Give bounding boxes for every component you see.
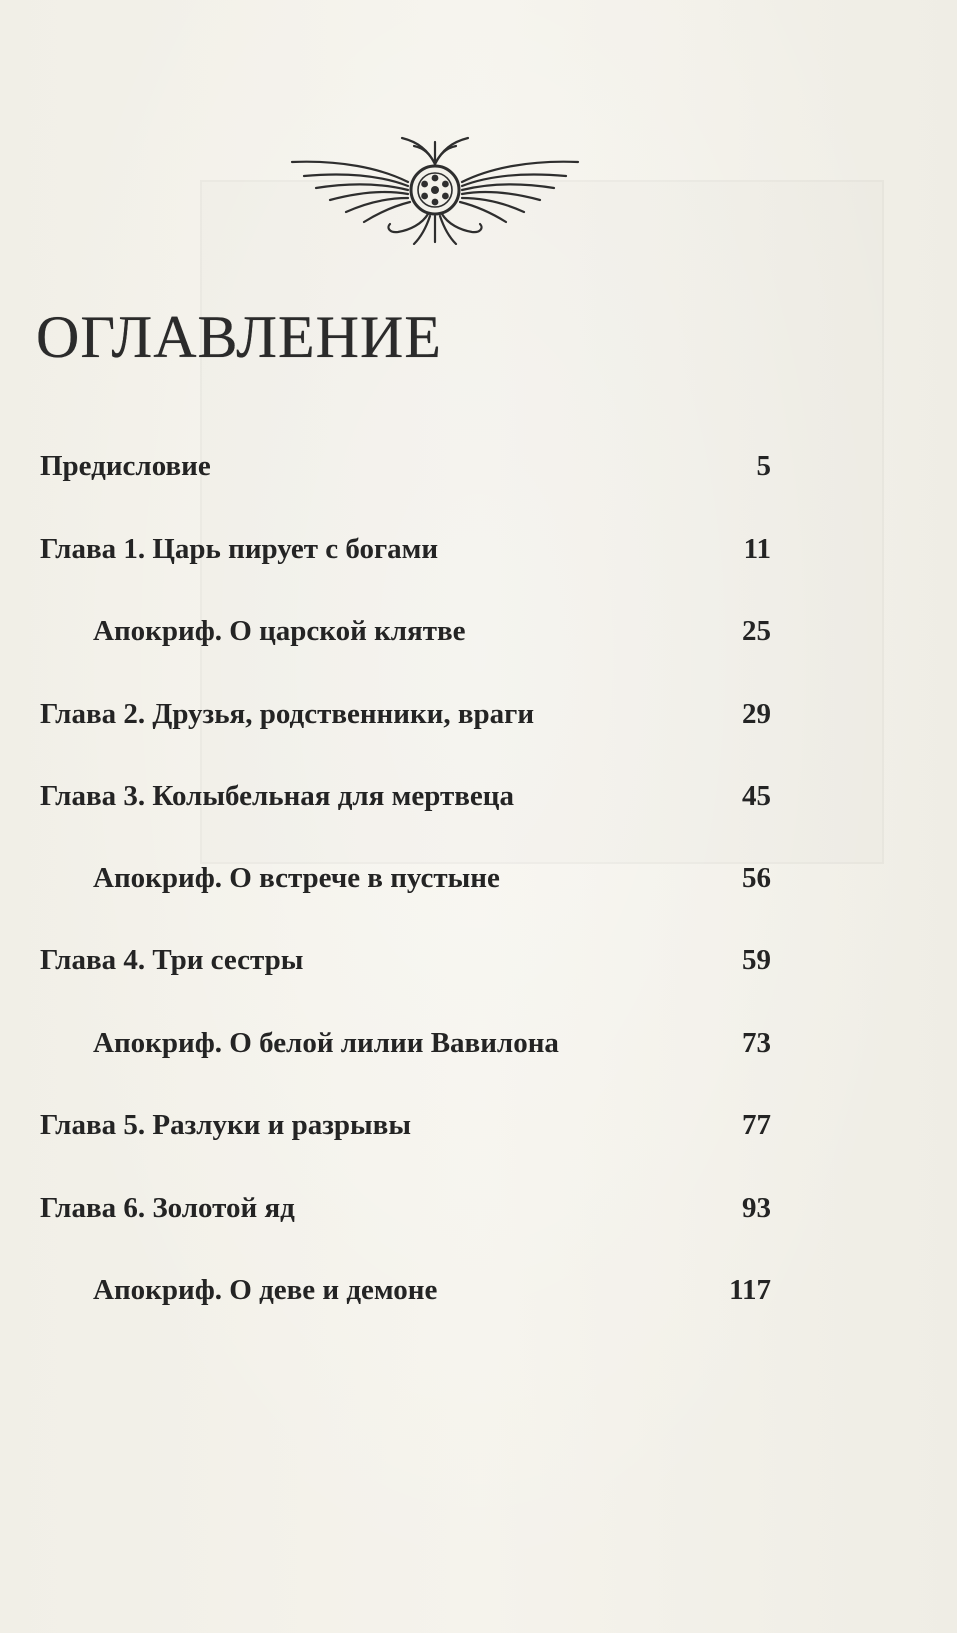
toc-entry — [40, 1183, 771, 1233]
toc-entry — [40, 441, 771, 491]
toc-entry-page: 73 — [742, 1027, 771, 1059]
toc-entry-page: 29 — [742, 698, 771, 730]
toc-entry-title: Апокриф. О встрече в пустыне — [93, 862, 500, 894]
toc-entry-page: 93 — [742, 1192, 771, 1224]
toc-entry-page: 5 — [756, 450, 771, 482]
toc-entry-title: Глава 3. Колыбельная для мертвеца — [40, 780, 514, 812]
winged-sun-icon — [290, 120, 580, 245]
toc-entry-title: Предисловие — [40, 450, 211, 482]
toc-entry-title: Глава 1. Царь пирует с богами — [40, 533, 439, 565]
toc-entry — [40, 689, 771, 739]
toc-entry-page: 117 — [729, 1274, 771, 1306]
toc-entry-title: Апокриф. О деве и демоне — [93, 1274, 438, 1306]
toc-entry-title: Апокриф. О царской клятве — [93, 615, 466, 647]
toc-entry-title: Глава 4. Три сестры — [40, 944, 304, 976]
toc-entry-page: 25 — [742, 615, 771, 647]
toc-entry — [93, 1265, 771, 1315]
toc-entry — [40, 1100, 771, 1150]
toc-entry — [40, 771, 771, 821]
toc-entry — [40, 935, 771, 985]
toc-entry — [93, 853, 771, 903]
toc-entry-page: 11 — [743, 533, 771, 565]
toc-entry — [93, 606, 771, 656]
toc-entry-page: 59 — [742, 944, 771, 976]
toc-entry-title: Глава 6. Золотой яд — [40, 1192, 295, 1224]
toc-entry — [93, 1018, 771, 1068]
toc-entry-page: 45 — [742, 780, 771, 812]
toc-entry — [40, 524, 771, 574]
toc-entry-page: 77 — [742, 1109, 771, 1141]
toc-entry-title: Апокриф. О белой лилии Вавилона — [93, 1027, 559, 1059]
toc-entry-title: Глава 5. Разлуки и разрывы — [40, 1109, 411, 1141]
toc-entry-page: 56 — [742, 862, 771, 894]
toc-entry-title: Глава 2. Друзья, родственники, враги — [40, 698, 535, 730]
contents-heading: ОГЛАВЛЕНИЕ — [36, 304, 442, 370]
